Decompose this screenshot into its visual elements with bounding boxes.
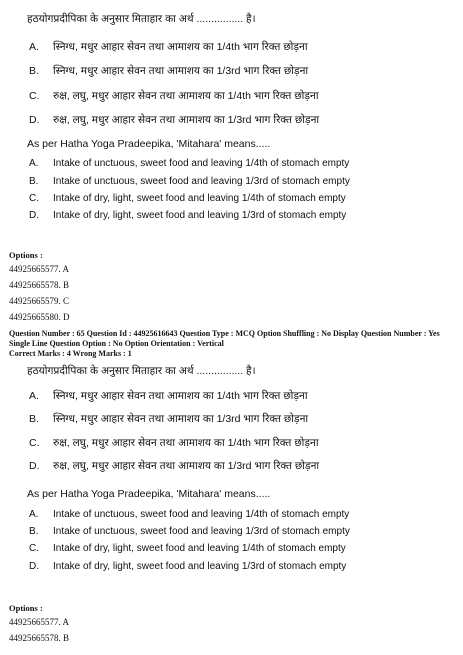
english-option-d: D. Intake of dry, light, sweet food and leaving 1/3rd of stomach empty	[29, 210, 347, 221]
hindi-question: हठयोगप्रदीपिका के अनुसार मिताहार का अर्थ ................ है।	[27, 365, 256, 377]
option-id-b: 44925665578. B	[9, 633, 70, 643]
hindi-option-b: B. स्निग्ध, मधुर आहार सेवन तथा आमाशय का 1/3rd भाग रिक्त छोड़ना	[29, 65, 309, 77]
options-label: Options :	[9, 250, 43, 260]
meta-line-3: Correct Marks : 4 Wrong Marks : 1	[9, 349, 132, 358]
hindi-option-c: C. रुक्ष, लघु, मधुर आहार सेवन तथा आमाशय का 1/4th भाग रिक्त छोड़ना	[29, 437, 319, 449]
english-option-b: B. Intake of unctuous, sweet food and leaving 1/3rd of stomach empty	[29, 176, 350, 187]
hindi-option-c: C. रुक्ष, लघु, मधुर आहार सेवन तथा आमाशय का 1/4th भाग रिक्त छोड़ना	[29, 90, 319, 102]
hindi-option-b: B. स्निग्ध, मधुर आहार सेवन तथा आमाशय का 1/3rd भाग रिक्त छोड़ना	[29, 413, 309, 425]
option-id-c: 44925665579. C	[9, 296, 70, 306]
hindi-option-a: A. स्निग्ध, मधुर आहार सेवन तथा आमाशय का 1/4th भाग रिक्त छोड़ना	[29, 390, 308, 402]
english-option-a: A. Intake of unctuous, sweet food and leaving 1/4th of stomach empty	[29, 158, 350, 169]
option-id-a: 44925665577. A	[9, 264, 70, 274]
english-option-c: C. Intake of dry, light, sweet food and leaving 1/4th of stomach empty	[29, 543, 346, 554]
options-label: Options :	[9, 603, 43, 613]
option-id-a: 44925665577. A	[9, 617, 70, 627]
english-question: As per Hatha Yoga Pradeepika, 'Mitahara' means.....	[27, 488, 271, 500]
meta-line-1: Question Number : 65 Question Id : 44925616643 Question Type : MCQ Option Shuffling : No Display Question Number : Yes	[9, 329, 440, 338]
english-option-a: A. Intake of unctuous, sweet food and leaving 1/4th of stomach empty	[29, 509, 350, 520]
hindi-question: हठयोगप्रदीपिका के अनुसार मिताहार का अर्थ ................ है।	[27, 13, 256, 25]
hindi-option-a: A. स्निग्ध, मधुर आहार सेवन तथा आमाशय का 1/4th भाग रिक्त छोड़ना	[29, 41, 308, 53]
english-option-b: B. Intake of unctuous, sweet food and leaving 1/3rd of stomach empty	[29, 526, 350, 537]
english-option-d: D. Intake of dry, light, sweet food and leaving 1/3rd of stomach empty	[29, 561, 347, 572]
option-id-b: 44925665578. B	[9, 280, 70, 290]
english-option-c: C. Intake of dry, light, sweet food and leaving 1/4th of stomach empty	[29, 193, 346, 204]
option-id-d: 44925665580. D	[9, 312, 70, 322]
hindi-option-d: D. रुक्ष, लघु, मधुर आहार सेवन तथा आमाशय का 1/3rd भाग रिक्त छोड़ना	[29, 114, 320, 126]
meta-line-2: Single Line Question Option : No Option Orientation : Vertical	[9, 339, 224, 348]
english-question: As per Hatha Yoga Pradeepika, 'Mitahara' means.....	[27, 138, 271, 150]
hindi-option-d: D. रुक्ष, लघु, मधुर आहार सेवन तथा आमाशय का 1/3rd भाग रिक्त छोड़ना	[29, 460, 320, 472]
